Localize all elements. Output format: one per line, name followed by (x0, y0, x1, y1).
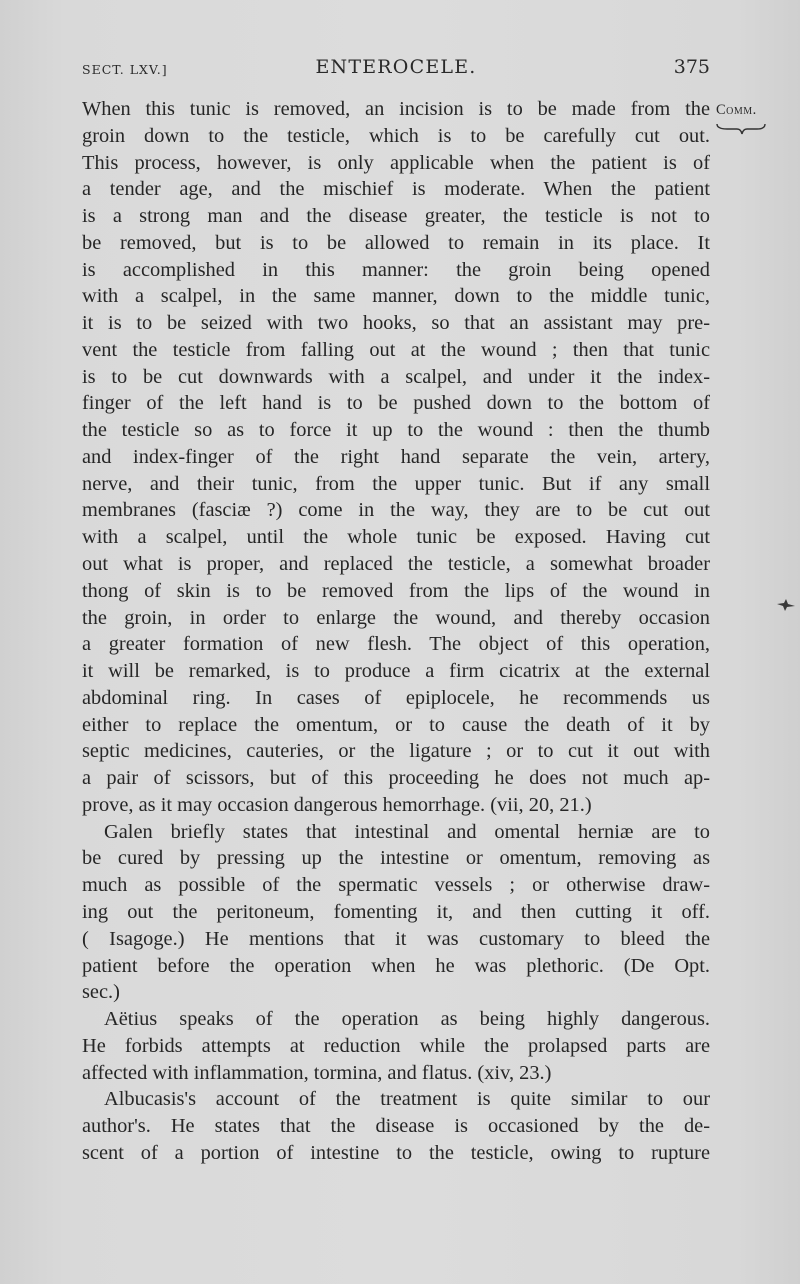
margin-ink-mark-icon (776, 598, 796, 612)
text-line: thong of skin is to be removed from the lips of the wound in (82, 579, 710, 602)
text-line: vent the testicle from falling out at the wound ; then that tunic (82, 338, 710, 361)
text-line: scent of a portion of intestine to the testicle, owing to rupture (82, 1141, 710, 1164)
text-line: the groin, in order to enlarge the wound, and thereby occasion (82, 606, 710, 629)
margin-brace-icon (715, 122, 767, 136)
text-line: either to replace the omentum, or to cause the death of it by (82, 713, 710, 736)
text-line: nerve, and their tunic, from the upper tunic. But if any small (82, 472, 710, 495)
paragraph-start-line: Aëtius speaks of the operation as being highly dangerous. (104, 1008, 710, 1031)
text-line: it will be remarked, is to produce a firm cicatrix at the external (82, 660, 710, 683)
text-line: out what is proper, and replaced the testicle, a somewhat broader (82, 553, 710, 576)
chapter-title: ENTEROCELE. (315, 56, 477, 78)
text-line: groin down to the testicle, which is to be carefully cut out. (82, 124, 710, 147)
text-line: the testicle so as to force it up to the wound : then the thumb (82, 419, 710, 442)
text-line: a greater formation of new flesh. The object of this operation, (82, 633, 710, 656)
text-line: abdominal ring. In cases of epiplocele, he recommends us (82, 686, 710, 709)
text-line: patient before the operation when he was plethoric. (De Opt. (82, 954, 710, 977)
text-line: ing out the peritoneum, fomenting it, and then cutting it off. (82, 900, 710, 923)
text-line: with a scalpel, until the whole tunic be exposed. Having cut (82, 526, 710, 549)
margin-note-commentary: Comm. (716, 102, 757, 118)
text-line: is to be cut downwards with a scalpel, and under it the index- (82, 365, 710, 388)
text-line: with a scalpel, in the same manner, down to the middle tunic, (82, 285, 710, 308)
text-line: author's. He states that the disease is occasioned by the de- (82, 1115, 710, 1138)
text-line: be cured by pressing up the intestine or omentum, removing as (82, 847, 710, 870)
text-line: membranes (fasciæ ?) come in the way, they are to be cut out (82, 499, 710, 522)
paragraph-end-line: sec.) (82, 981, 120, 1004)
text-line: finger of the left hand is to be pushed down to the bottom of (82, 392, 710, 415)
text-line: and index-finger of the right hand separate the vein, artery, (82, 445, 710, 468)
text-line: is a strong man and the disease greater, the testicle is not to (82, 205, 710, 228)
text-line: is accomplished in this manner: the groin being opened (82, 258, 710, 281)
text-line: be removed, but is to be allowed to remain in its place. It (82, 231, 710, 254)
text-line: it is to be seized with two hooks, so that an assistant may pre- (82, 312, 710, 335)
section-reference: SECT. LXV.] (82, 62, 168, 77)
text-line: He forbids attempts at reduction while the prolapsed parts are (82, 1034, 710, 1057)
text-line: a pair of scissors, but of this proceeding he does not much ap- (82, 767, 710, 790)
running-head (82, 56, 710, 84)
paragraph-start-line: Galen briefly states that intestinal and omental herniæ are to (104, 820, 710, 843)
paragraph-end-line: affected with inflammation, tormina, and flatus. (xiv, 23.) (82, 1061, 552, 1084)
text-line: ( Isagoge.) He mentions that it was customary to bleed the (82, 927, 710, 950)
paragraph-start-line: Albucasis's account of the treatment is quite similar to our (104, 1088, 710, 1111)
text-line: This process, however, is only applicable when the patient is of (82, 151, 710, 174)
text-line: septic medicines, cauteries, or the ligature ; or to cut it out with (82, 740, 710, 763)
text-line: much as possible of the spermatic vessels ; or otherwise draw- (82, 874, 710, 897)
text-line: a tender age, and the mischief is moderate. When the patient (82, 178, 710, 201)
body-text (82, 96, 710, 1167)
text-line: When this tunic is removed, an incision is to be made from the (82, 98, 710, 120)
paragraph-end-line: prove, as it may occasion dangerous hemorrhage. (vii, 20, 21.) (82, 793, 592, 816)
page-number: 375 (673, 56, 710, 78)
